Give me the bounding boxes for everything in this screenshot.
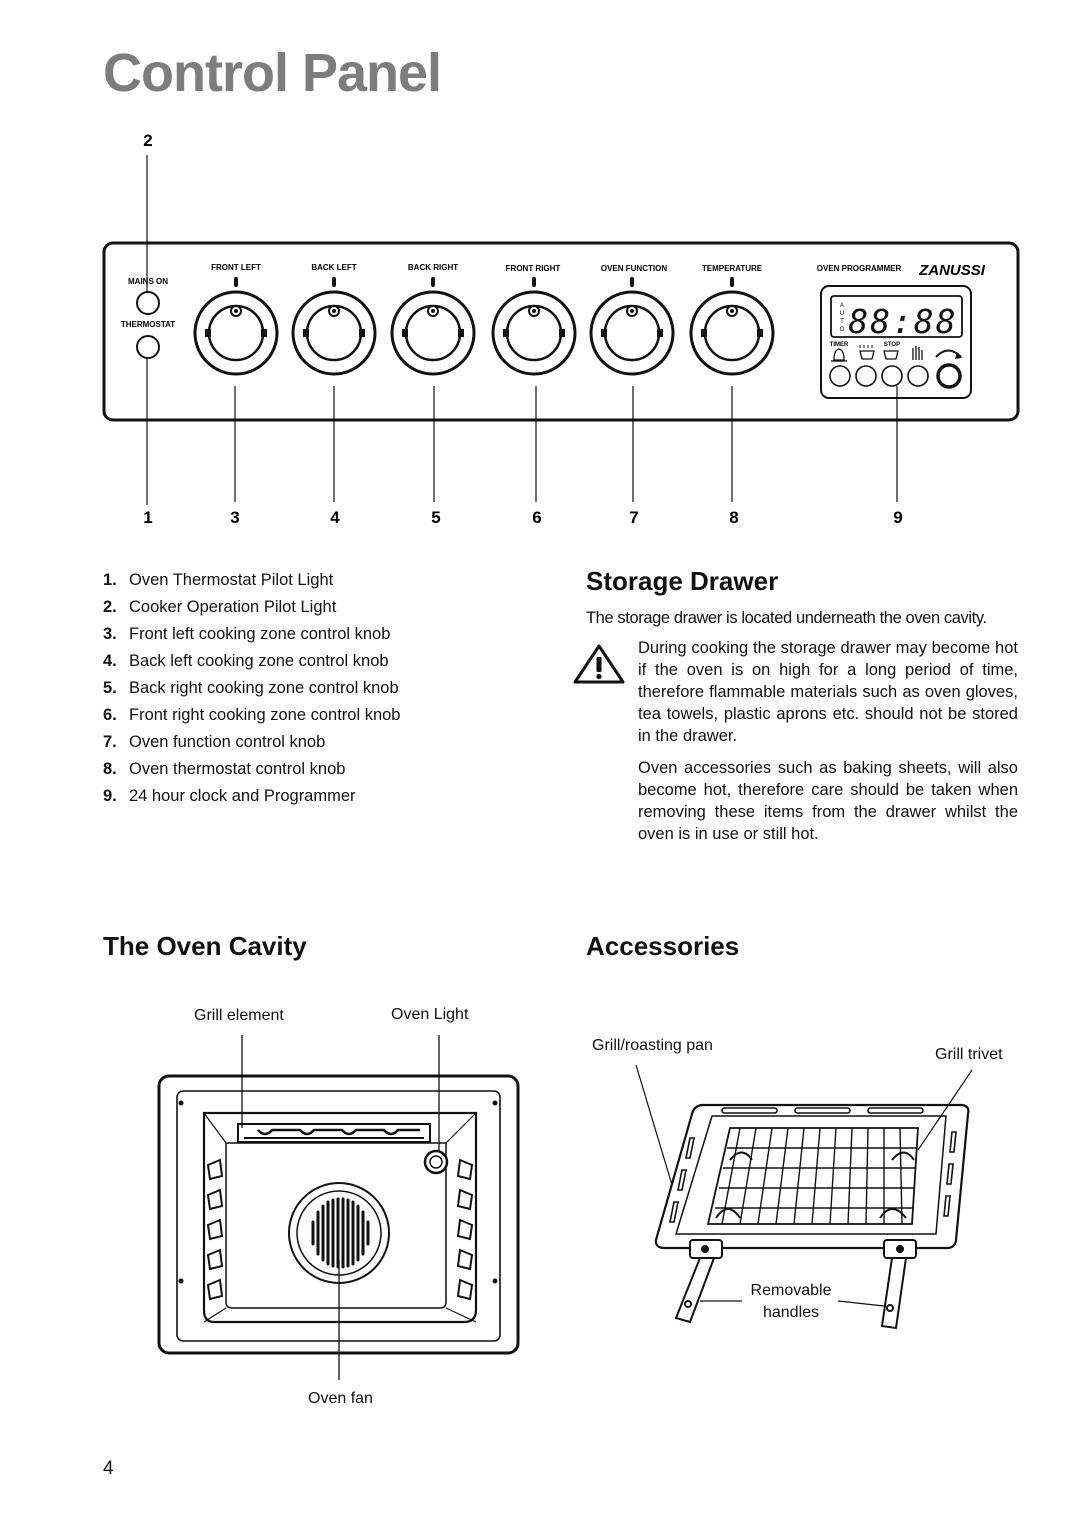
knob-label-back-right: BACK RIGHT xyxy=(407,263,459,272)
oven-fan-label: Oven fan xyxy=(308,1390,373,1407)
knob-label-temperature: TEMPERATURE xyxy=(701,264,763,273)
svg-text:O: O xyxy=(839,327,845,333)
callout-4: 4 xyxy=(330,508,340,527)
brand-logo: ZANUSSI xyxy=(919,262,985,279)
knob-label-front-left: FRONT LEFT xyxy=(211,263,261,272)
thermostat-light xyxy=(137,336,159,358)
oven-light xyxy=(425,1151,447,1173)
callout-3: 3 xyxy=(230,508,240,527)
display-digits: 88:88 xyxy=(848,302,958,341)
callout-2: 2 xyxy=(143,131,153,150)
mains-on-light xyxy=(137,292,159,314)
page-title: Control Panel xyxy=(103,43,442,103)
stop-label: STOP xyxy=(883,342,901,348)
handles-label-line1: Removable xyxy=(750,1282,832,1299)
programmer-button-5 xyxy=(938,365,960,387)
roasting-pan xyxy=(656,1105,968,1248)
list-item: 8. Oven thermostat control knob xyxy=(103,760,346,778)
knob-front-left xyxy=(195,277,277,374)
svg-text:T: T xyxy=(840,319,844,325)
auto-indicator xyxy=(840,303,845,333)
list-item: 5. Back right cooking zone control knob xyxy=(103,679,399,697)
programmer-button-3 xyxy=(882,366,902,386)
bell-icon xyxy=(831,349,847,361)
list-item: 7. Oven function control knob xyxy=(103,733,326,751)
manual-hand-icon xyxy=(913,346,922,360)
knob-label-back-left: BACK LEFT xyxy=(311,263,357,272)
grill-trivet-label: Grill trivet xyxy=(935,1046,1003,1063)
oven-cavity-heading: The Oven Cavity xyxy=(103,931,307,961)
storage-drawer-warning: During cooking the storage drawer may become hot if the oven is on high for a long period of time, therefore flammable materials such as oven gloves, tea towels, plastic aprons etc. should not be stored in the drawer. xyxy=(638,639,1018,745)
oven-light-label: Oven Light xyxy=(391,1006,469,1023)
removable-handles xyxy=(676,1240,916,1328)
programmer-button-4 xyxy=(908,366,928,386)
list-item: 6. Front right cooking zone control knob xyxy=(103,706,401,724)
programmer-label: OVEN PROGRAMMER xyxy=(816,264,902,273)
handles-label-line2: handles xyxy=(762,1304,820,1321)
oven-cavity-diagram xyxy=(150,1030,530,1380)
programmer-button-1 xyxy=(830,366,850,386)
knob-back-right xyxy=(392,277,474,374)
knob-oven-function xyxy=(591,277,673,374)
grill-element-label: Grill element xyxy=(194,1007,284,1024)
programmer-button-2 xyxy=(856,366,876,386)
knob-temperature xyxy=(691,277,773,374)
storage-drawer-intro: The storage drawer is located underneath the oven cavity. xyxy=(586,609,987,627)
callout-9: 9 xyxy=(893,508,903,527)
knob-label-oven-function: OVEN FUNCTION xyxy=(600,264,668,273)
knob-front-right xyxy=(493,277,575,374)
list-item: 2. Cooker Operation Pilot Light xyxy=(103,598,337,616)
timer-label: TIMER xyxy=(829,342,849,348)
accessories-diagram xyxy=(630,1060,1030,1340)
control-panel-diagram xyxy=(0,0,1080,560)
accessory-callout-lines xyxy=(636,1065,972,1306)
callout-8: 8 xyxy=(729,508,739,527)
end-time-icon xyxy=(884,351,898,359)
knob-back-left xyxy=(293,277,375,374)
callout-6: 6 xyxy=(532,508,542,527)
thermostat-label: THERMOSTAT xyxy=(120,320,176,329)
grill-element xyxy=(238,1124,430,1142)
storage-drawer-note: Oven accessories such as baking sheets, will also become hot, therefore care should be taken when removing these items from the drawer whilst the oven is in use or still hot. xyxy=(638,759,1018,843)
svg-text:U: U xyxy=(839,311,845,317)
page-number: 4 xyxy=(103,1458,114,1479)
warning-icon xyxy=(572,643,626,685)
mains-on-label: MAINS ON xyxy=(128,277,168,286)
component-legend xyxy=(103,567,401,810)
storage-drawer-heading: Storage Drawer xyxy=(586,566,779,596)
accessories-heading: Accessories xyxy=(586,931,740,961)
grill-trivet xyxy=(708,1128,918,1224)
callout-1: 1 xyxy=(143,508,153,527)
list-item: 9. 24 hour clock and Programmer xyxy=(103,787,356,805)
cook-time-icon xyxy=(860,345,874,359)
svg-text:A: A xyxy=(839,303,845,309)
list-item: 1. Oven Thermostat Pilot Light xyxy=(103,571,334,589)
callout-7: 7 xyxy=(629,508,639,527)
list-item: 3. Front left cooking zone control knob xyxy=(103,625,391,643)
callout-5: 5 xyxy=(431,508,441,527)
list-item: 4. Back left cooking zone control knob xyxy=(103,652,389,670)
roasting-pan-label: Grill/roasting pan xyxy=(592,1037,713,1054)
knob-label-front-right: FRONT RIGHT xyxy=(505,264,561,273)
